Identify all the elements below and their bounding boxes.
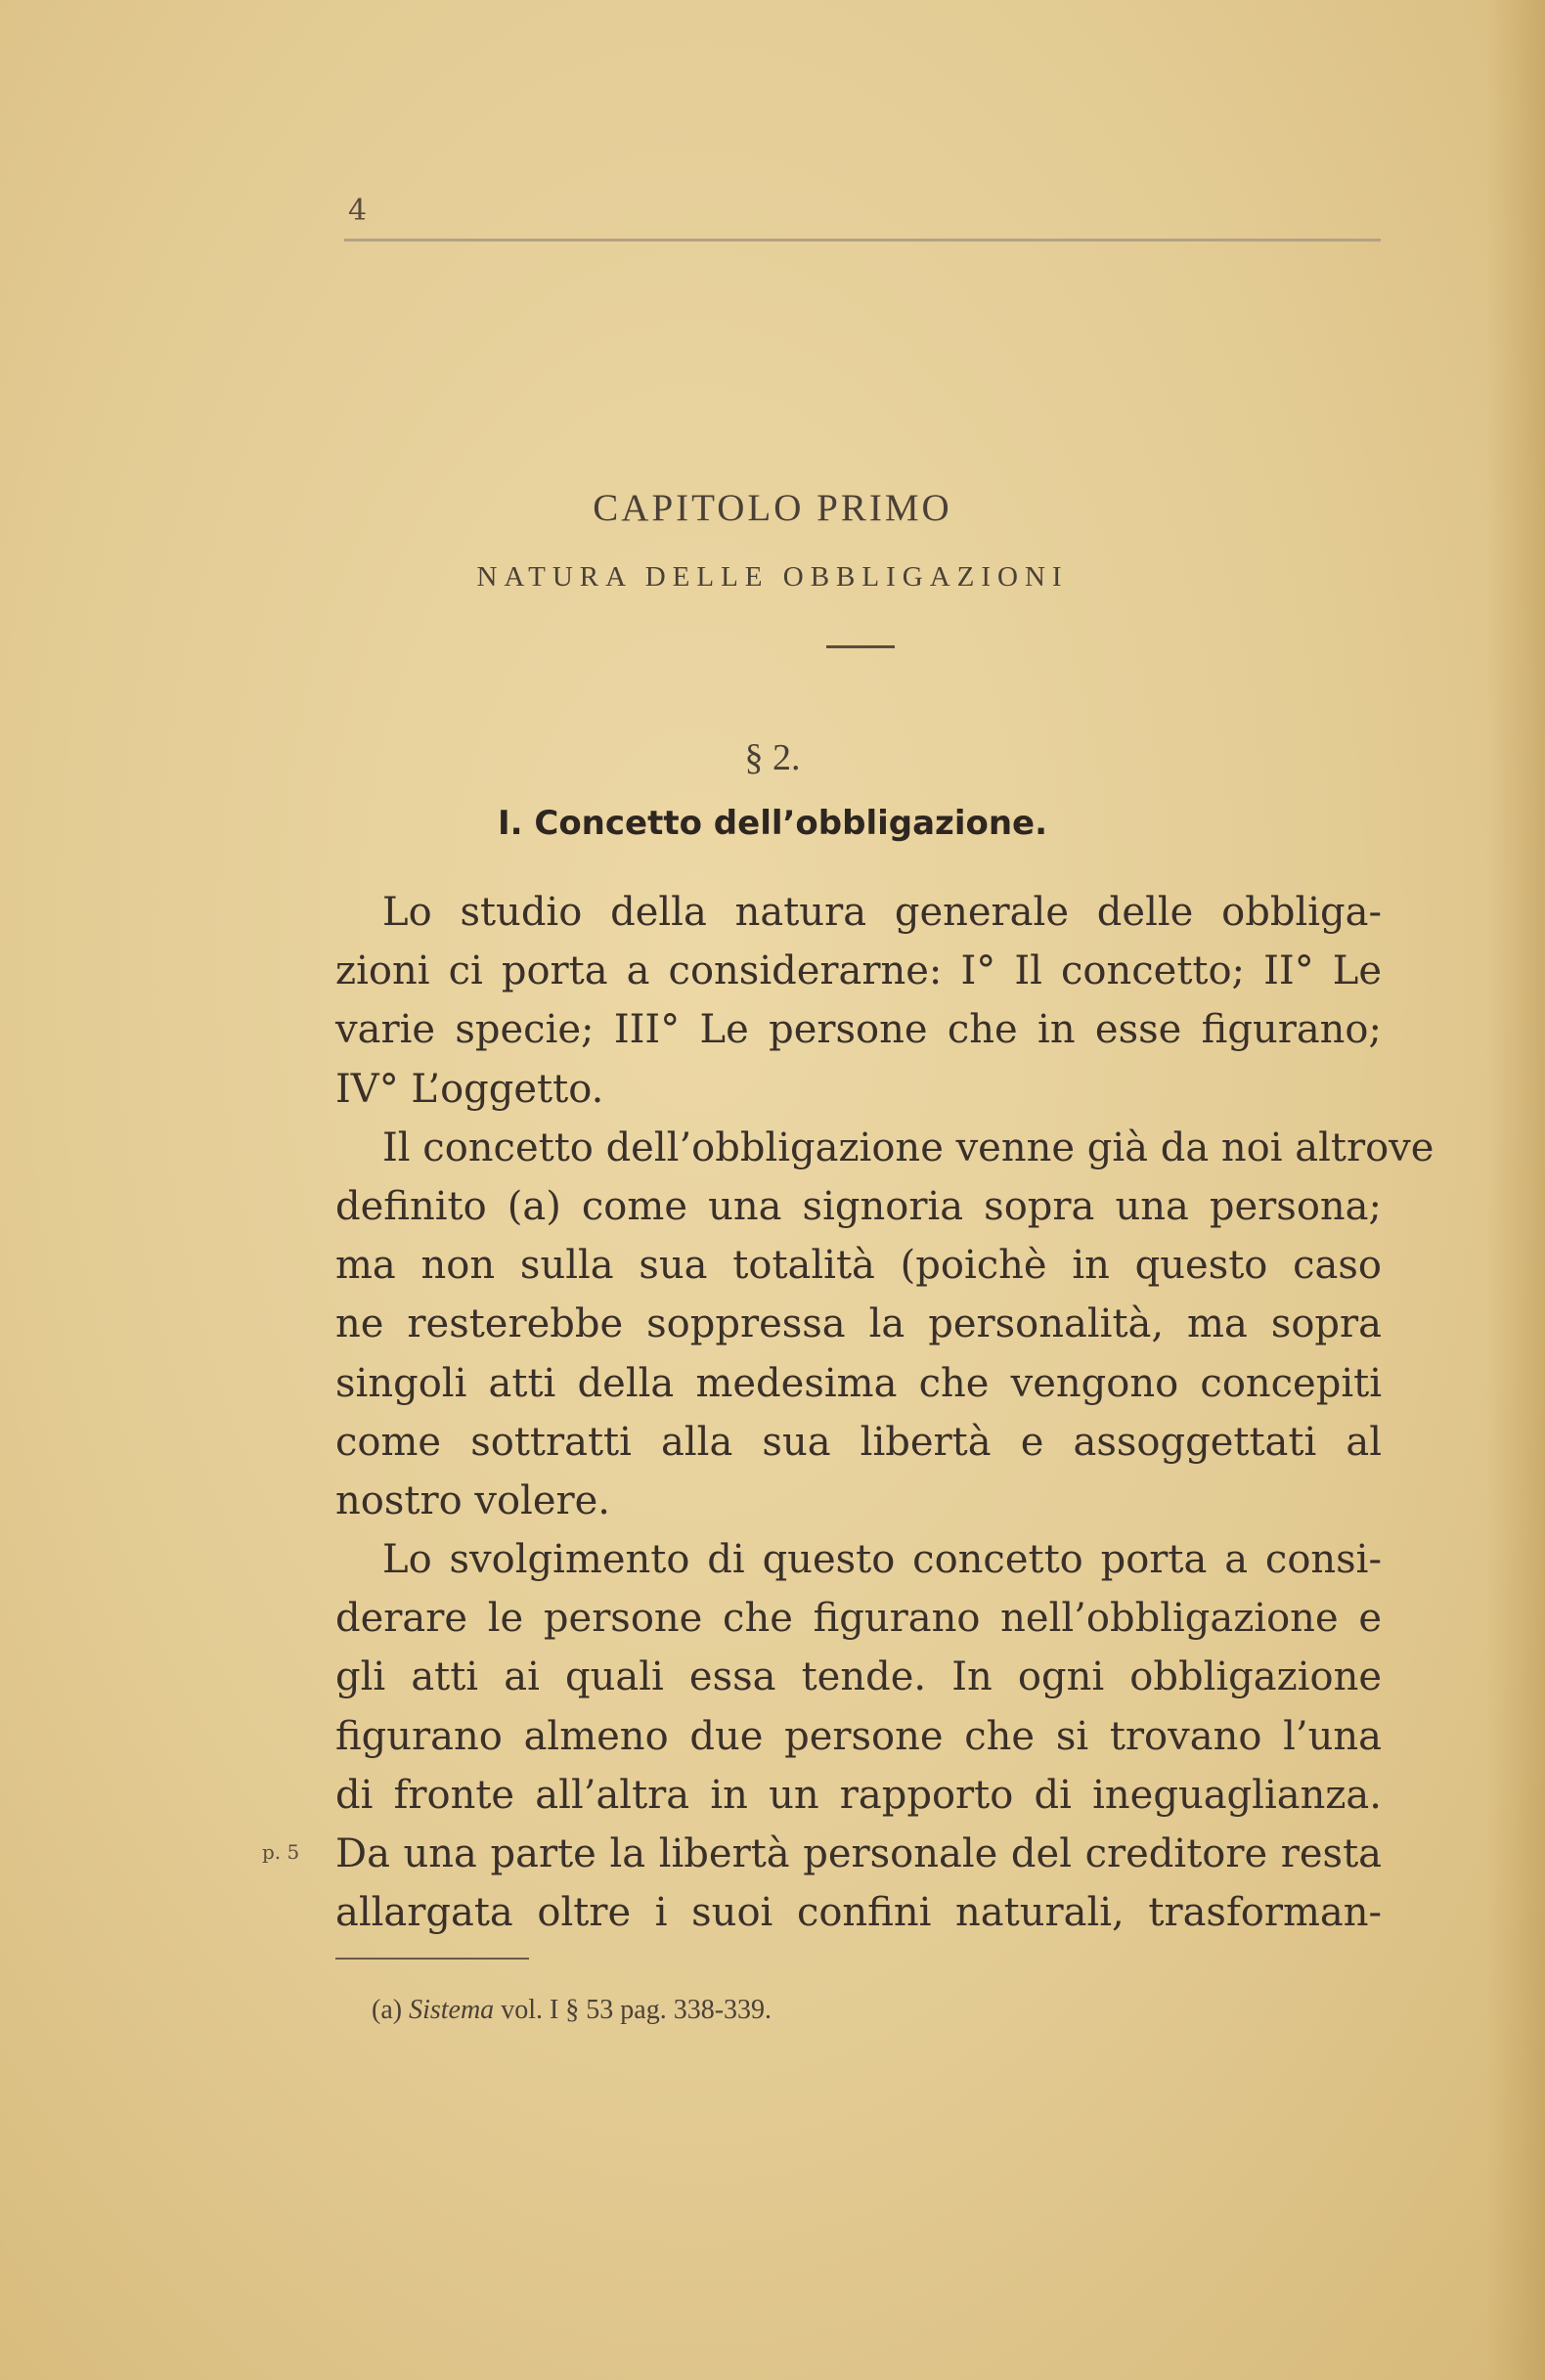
footnote-marker: (a) xyxy=(372,1995,403,2025)
text-line: varie specie; III° Le persone che in esse figurano; xyxy=(335,1007,1382,1053)
text-line: Da una parte la libertà personale del creditore resta xyxy=(335,1831,1382,1876)
footnote-citation: vol. I § 53 pag. 338-339. xyxy=(501,1995,772,2025)
text-line: Lo studio della natura generale delle obbliga- xyxy=(382,890,1382,935)
text-line: nostro volere. xyxy=(335,1477,611,1523)
text-line: gli atti ai quali essa tende. In ogni obbligazione xyxy=(335,1654,1382,1700)
text-line: come sottratti alla sua libertà e assoggettati al xyxy=(335,1419,1382,1465)
text-line: ne resterebbe soppressa la personalità, ma sopra xyxy=(335,1301,1382,1347)
text-line: derare le persone che figurano nell’obbligazione e xyxy=(335,1596,1382,1642)
margin-page-reference: p. 5 xyxy=(262,1840,300,1864)
body-text xyxy=(335,883,1435,1942)
footnote-rule xyxy=(335,1958,529,1960)
header-rule xyxy=(344,239,1381,242)
footnote-work-title: Sistema xyxy=(409,1995,495,2025)
text-line: zioni ci porta a considerarne: I° Il concetto; II° Le xyxy=(335,948,1382,994)
page-edge-shadow xyxy=(1486,0,1545,2380)
section-heading: I. Concetto dell’obbligazione. xyxy=(497,804,1048,843)
text-line: ma non sulla sua totalità (poichè in questo caso xyxy=(335,1243,1382,1289)
chapter-title: CAPITOLO PRIMO xyxy=(593,487,952,529)
text-line: allargata oltre i suoi confini naturali, trasforman- xyxy=(335,1890,1382,1936)
section-number: § 2. xyxy=(744,737,801,778)
chapter-subtitle: NATURA DELLE OBBLIGAZIONI xyxy=(476,561,1069,593)
text-line: di fronte all’altra in un rapporto di ineguaglianza. xyxy=(335,1772,1382,1818)
text-line: figurano almeno due persone che si trovano l’una xyxy=(335,1713,1382,1759)
page-number: 4 xyxy=(348,194,368,228)
text-line: definito (a) come una signoria sopra una persona; xyxy=(335,1183,1382,1229)
text-line: IV° L’oggetto. xyxy=(335,1066,604,1112)
footnote xyxy=(372,1995,772,2026)
text-line: Il concetto dell’obbligazione venne già da noi altrove xyxy=(382,1124,1435,1170)
chapter-divider xyxy=(826,645,895,648)
text-line: Lo svolgimento di questo concetto porta a consi- xyxy=(382,1537,1382,1583)
text-line: singoli atti della medesima che vengono concepiti xyxy=(335,1360,1382,1406)
